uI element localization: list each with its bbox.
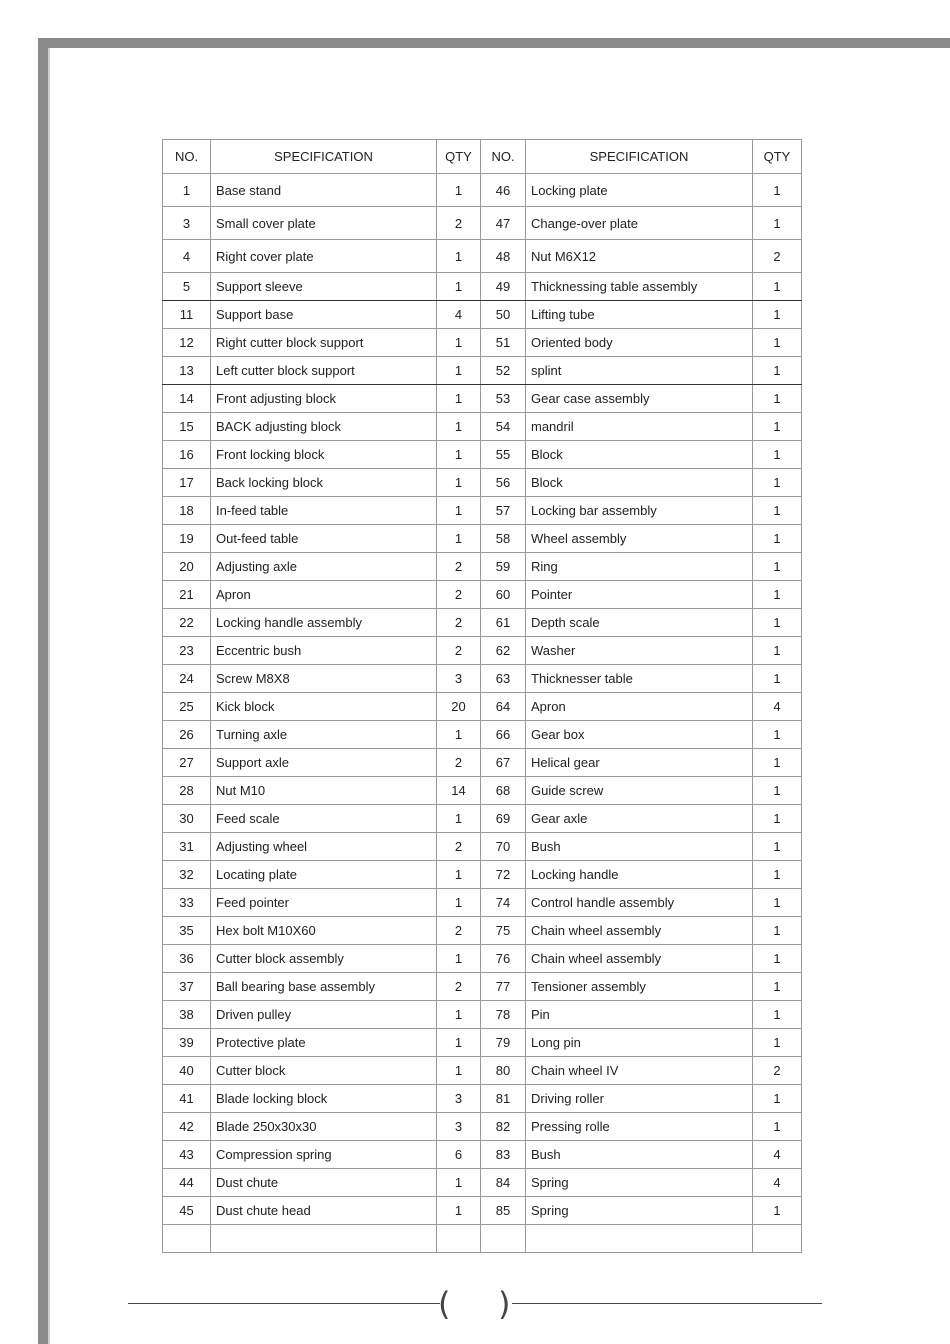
part-spec-right: Gear box <box>526 721 753 749</box>
part-no-left: 33 <box>163 889 211 917</box>
part-no-right: 47 <box>481 207 526 240</box>
part-no-right: 67 <box>481 749 526 777</box>
part-qty-left: 14 <box>437 777 481 805</box>
part-qty-left: 1 <box>437 1001 481 1029</box>
part-qty-right: 1 <box>753 207 802 240</box>
part-no-right: 72 <box>481 861 526 889</box>
part-qty-left: 1 <box>437 174 481 207</box>
part-no-left: 42 <box>163 1113 211 1141</box>
table-row <box>163 721 802 749</box>
part-spec-right: Gear axle <box>526 805 753 833</box>
part-qty-right: 1 <box>753 1197 802 1225</box>
part-no-left: 36 <box>163 945 211 973</box>
part-spec-left: Screw M8X8 <box>211 665 437 693</box>
part-qty-right: 1 <box>753 469 802 497</box>
table-row <box>163 497 802 525</box>
part-spec-left: Compression spring <box>211 1141 437 1169</box>
table-row <box>163 665 802 693</box>
table-row <box>163 693 802 721</box>
part-no-right: 48 <box>481 240 526 273</box>
part-spec-left: Blade locking block <box>211 1085 437 1113</box>
part-spec-right: Change-over plate <box>526 207 753 240</box>
part-no-left: 16 <box>163 441 211 469</box>
part-qty-left: 1 <box>437 273 481 301</box>
part-no-left: 28 <box>163 777 211 805</box>
part-qty-left: 1 <box>437 945 481 973</box>
part-qty-left: 20 <box>437 693 481 721</box>
part-qty-right: 1 <box>753 609 802 637</box>
part-qty-right: 1 <box>753 174 802 207</box>
parts-table-body <box>163 174 802 1253</box>
part-qty-left: 2 <box>437 207 481 240</box>
part-spec-left: Cutter block assembly <box>211 945 437 973</box>
part-qty-left: 3 <box>437 1113 481 1141</box>
header-specification-right: SPECIFICATION <box>526 140 753 174</box>
part-no-right: 81 <box>481 1085 526 1113</box>
page-number-right-bracket: ) <box>498 1285 511 1323</box>
table-row <box>163 329 802 357</box>
part-no-right: 64 <box>481 693 526 721</box>
empty-cell <box>481 1225 526 1253</box>
part-spec-right: mandril <box>526 413 753 441</box>
part-no-right: 52 <box>481 357 526 385</box>
part-spec-left: Driven pulley <box>211 1001 437 1029</box>
part-no-right: 66 <box>481 721 526 749</box>
part-qty-left: 1 <box>437 240 481 273</box>
empty-cell <box>437 1225 481 1253</box>
part-no-left: 38 <box>163 1001 211 1029</box>
part-qty-right: 1 <box>753 329 802 357</box>
part-qty-right: 1 <box>753 861 802 889</box>
part-no-left: 21 <box>163 581 211 609</box>
part-qty-right: 1 <box>753 665 802 693</box>
part-no-right: 70 <box>481 833 526 861</box>
part-qty-right: 1 <box>753 1113 802 1141</box>
part-spec-left: Right cutter block support <box>211 329 437 357</box>
page-frame-left <box>38 38 48 1344</box>
part-qty-right: 1 <box>753 637 802 665</box>
part-no-right: 61 <box>481 609 526 637</box>
part-spec-left: Locating plate <box>211 861 437 889</box>
table-row <box>163 207 802 240</box>
part-spec-right: Washer <box>526 637 753 665</box>
part-spec-right: Spring <box>526 1197 753 1225</box>
table-row <box>163 917 802 945</box>
table-row <box>163 441 802 469</box>
part-qty-left: 1 <box>437 497 481 525</box>
part-spec-right: Ring <box>526 553 753 581</box>
part-spec-left: Locking handle assembly <box>211 609 437 637</box>
table-row <box>163 273 802 301</box>
part-qty-left: 1 <box>437 413 481 441</box>
page-frame-inner-left <box>48 48 50 1344</box>
part-spec-right: Apron <box>526 693 753 721</box>
part-no-left: 32 <box>163 861 211 889</box>
table-row <box>163 637 802 665</box>
part-spec-left: In-feed table <box>211 497 437 525</box>
part-no-right: 46 <box>481 174 526 207</box>
part-no-right: 62 <box>481 637 526 665</box>
part-qty-right: 1 <box>753 385 802 413</box>
empty-cell <box>526 1225 753 1253</box>
table-row <box>163 889 802 917</box>
part-no-right: 80 <box>481 1057 526 1085</box>
part-qty-left: 1 <box>437 1197 481 1225</box>
part-spec-right: Bush <box>526 1141 753 1169</box>
part-no-left: 17 <box>163 469 211 497</box>
part-qty-right: 1 <box>753 833 802 861</box>
part-no-right: 59 <box>481 553 526 581</box>
part-qty-right: 1 <box>753 889 802 917</box>
part-qty-left: 1 <box>437 441 481 469</box>
table-row <box>163 1085 802 1113</box>
table-row <box>163 777 802 805</box>
part-qty-left: 4 <box>437 301 481 329</box>
table-row <box>163 301 802 329</box>
footer-rule-left <box>128 1303 440 1304</box>
part-no-left: 30 <box>163 805 211 833</box>
part-spec-left: Base stand <box>211 174 437 207</box>
part-no-right: 58 <box>481 525 526 553</box>
part-no-left: 35 <box>163 917 211 945</box>
part-no-left: 43 <box>163 1141 211 1169</box>
part-no-left: 37 <box>163 973 211 1001</box>
part-spec-right: Gear case assembly <box>526 385 753 413</box>
table-header-row <box>163 140 802 174</box>
part-qty-right: 1 <box>753 777 802 805</box>
part-qty-right: 2 <box>753 1057 802 1085</box>
part-no-right: 51 <box>481 329 526 357</box>
table-row <box>163 174 802 207</box>
part-qty-right: 2 <box>753 240 802 273</box>
table-row <box>163 469 802 497</box>
part-spec-left: Adjusting wheel <box>211 833 437 861</box>
part-no-right: 54 <box>481 413 526 441</box>
part-no-right: 84 <box>481 1169 526 1197</box>
part-no-left: 40 <box>163 1057 211 1085</box>
part-no-left: 4 <box>163 240 211 273</box>
part-no-left: 31 <box>163 833 211 861</box>
part-spec-left: Front locking block <box>211 441 437 469</box>
part-qty-left: 1 <box>437 385 481 413</box>
table-row <box>163 1113 802 1141</box>
part-spec-left: Adjusting axle <box>211 553 437 581</box>
part-no-left: 12 <box>163 329 211 357</box>
part-no-right: 75 <box>481 917 526 945</box>
part-qty-left: 1 <box>437 889 481 917</box>
part-qty-right: 1 <box>753 413 802 441</box>
part-spec-right: Oriented body <box>526 329 753 357</box>
table-row <box>163 945 802 973</box>
part-qty-right: 1 <box>753 441 802 469</box>
part-qty-right: 1 <box>753 973 802 1001</box>
table-row <box>163 553 802 581</box>
part-spec-left: BACK adjusting block <box>211 413 437 441</box>
table-row <box>163 749 802 777</box>
table-row <box>163 1197 802 1225</box>
part-spec-right: Pin <box>526 1001 753 1029</box>
table-row <box>163 385 802 413</box>
table-row <box>163 1001 802 1029</box>
part-no-right: 55 <box>481 441 526 469</box>
part-spec-right: Thicknessing table assembly <box>526 273 753 301</box>
part-spec-left: Apron <box>211 581 437 609</box>
header-qty-right: QTY <box>753 140 802 174</box>
part-qty-left: 2 <box>437 917 481 945</box>
part-no-right: 63 <box>481 665 526 693</box>
table-row <box>163 357 802 385</box>
part-spec-left: Support base <box>211 301 437 329</box>
part-qty-left: 2 <box>437 581 481 609</box>
part-spec-right: Pressing rolle <box>526 1113 753 1141</box>
part-no-right: 78 <box>481 1001 526 1029</box>
part-qty-left: 1 <box>437 805 481 833</box>
part-qty-left: 6 <box>437 1141 481 1169</box>
empty-cell <box>211 1225 437 1253</box>
table-row <box>163 833 802 861</box>
part-spec-left: Support axle <box>211 749 437 777</box>
table-row <box>163 1029 802 1057</box>
part-spec-right: Thicknesser table <box>526 665 753 693</box>
part-qty-right: 4 <box>753 1169 802 1197</box>
part-no-left: 1 <box>163 174 211 207</box>
table-row <box>163 805 802 833</box>
part-qty-left: 1 <box>437 329 481 357</box>
part-spec-left: Back locking block <box>211 469 437 497</box>
part-qty-right: 1 <box>753 1029 802 1057</box>
part-qty-left: 1 <box>437 861 481 889</box>
table-row <box>163 609 802 637</box>
part-no-left: 20 <box>163 553 211 581</box>
part-no-left: 39 <box>163 1029 211 1057</box>
part-qty-left: 1 <box>437 1169 481 1197</box>
part-spec-left: Small cover plate <box>211 207 437 240</box>
part-qty-left: 2 <box>437 637 481 665</box>
part-no-left: 45 <box>163 1197 211 1225</box>
page-frame-top <box>38 38 950 48</box>
part-qty-left: 2 <box>437 609 481 637</box>
part-spec-left: Feed scale <box>211 805 437 833</box>
table-row-empty <box>163 1225 802 1253</box>
part-no-left: 5 <box>163 273 211 301</box>
part-qty-left: 3 <box>437 1085 481 1113</box>
part-spec-left: Out-feed table <box>211 525 437 553</box>
part-spec-left: Dust chute <box>211 1169 437 1197</box>
part-no-right: 56 <box>481 469 526 497</box>
part-no-left: 22 <box>163 609 211 637</box>
part-qty-right: 1 <box>753 945 802 973</box>
header-no-left: NO. <box>163 140 211 174</box>
part-spec-left: Protective plate <box>211 1029 437 1057</box>
part-no-right: 60 <box>481 581 526 609</box>
part-spec-right: Nut M6X12 <box>526 240 753 273</box>
part-qty-left: 2 <box>437 749 481 777</box>
part-qty-right: 1 <box>753 525 802 553</box>
part-no-right: 79 <box>481 1029 526 1057</box>
part-spec-right: splint <box>526 357 753 385</box>
footer-rule-right <box>512 1303 822 1304</box>
part-spec-left: Support sleeve <box>211 273 437 301</box>
part-no-left: 18 <box>163 497 211 525</box>
table-row <box>163 973 802 1001</box>
part-qty-right: 1 <box>753 1085 802 1113</box>
part-qty-left: 2 <box>437 553 481 581</box>
part-no-right: 74 <box>481 889 526 917</box>
page-number-left-bracket: ( <box>438 1285 451 1323</box>
part-spec-left: Right cover plate <box>211 240 437 273</box>
part-qty-right: 4 <box>753 1141 802 1169</box>
part-spec-left: Turning axle <box>211 721 437 749</box>
header-no-right: NO. <box>481 140 526 174</box>
part-qty-right: 1 <box>753 273 802 301</box>
part-no-right: 77 <box>481 973 526 1001</box>
part-qty-left: 1 <box>437 721 481 749</box>
part-spec-left: Cutter block <box>211 1057 437 1085</box>
part-no-left: 24 <box>163 665 211 693</box>
part-spec-right: Locking plate <box>526 174 753 207</box>
part-spec-right: Helical gear <box>526 749 753 777</box>
part-spec-right: Tensioner assembly <box>526 973 753 1001</box>
part-spec-right: Chain wheel assembly <box>526 917 753 945</box>
part-qty-right: 1 <box>753 1001 802 1029</box>
part-qty-right: 1 <box>753 581 802 609</box>
part-no-left: 11 <box>163 301 211 329</box>
part-spec-right: Lifting tube <box>526 301 753 329</box>
part-spec-right: Chain wheel IV <box>526 1057 753 1085</box>
part-qty-right: 1 <box>753 357 802 385</box>
part-qty-left: 1 <box>437 357 481 385</box>
part-spec-right: Long pin <box>526 1029 753 1057</box>
part-spec-right: Guide screw <box>526 777 753 805</box>
part-no-right: 69 <box>481 805 526 833</box>
part-spec-right: Depth scale <box>526 609 753 637</box>
part-no-right: 85 <box>481 1197 526 1225</box>
parts-list-table <box>162 139 802 1253</box>
table-row <box>163 413 802 441</box>
part-qty-right: 1 <box>753 497 802 525</box>
part-spec-left: Front adjusting block <box>211 385 437 413</box>
part-spec-right: Wheel assembly <box>526 525 753 553</box>
part-spec-left: Kick block <box>211 693 437 721</box>
part-spec-right: Chain wheel assembly <box>526 945 753 973</box>
part-spec-left: Hex bolt M10X60 <box>211 917 437 945</box>
part-no-left: 23 <box>163 637 211 665</box>
part-no-right: 53 <box>481 385 526 413</box>
part-no-right: 83 <box>481 1141 526 1169</box>
part-qty-right: 1 <box>753 917 802 945</box>
part-spec-right: Locking bar assembly <box>526 497 753 525</box>
part-no-left: 26 <box>163 721 211 749</box>
part-qty-right: 1 <box>753 805 802 833</box>
part-spec-right: Locking handle <box>526 861 753 889</box>
part-no-left: 13 <box>163 357 211 385</box>
part-no-left: 14 <box>163 385 211 413</box>
part-qty-left: 1 <box>437 525 481 553</box>
part-qty-right: 4 <box>753 693 802 721</box>
part-no-right: 82 <box>481 1113 526 1141</box>
part-no-left: 15 <box>163 413 211 441</box>
empty-cell <box>753 1225 802 1253</box>
part-qty-left: 1 <box>437 1057 481 1085</box>
part-qty-right: 1 <box>753 749 802 777</box>
part-no-left: 3 <box>163 207 211 240</box>
part-no-left: 25 <box>163 693 211 721</box>
part-no-right: 57 <box>481 497 526 525</box>
part-no-left: 19 <box>163 525 211 553</box>
part-qty-left: 2 <box>437 973 481 1001</box>
part-spec-left: Blade 250x30x30 <box>211 1113 437 1141</box>
header-specification-left: SPECIFICATION <box>211 140 437 174</box>
part-qty-right: 1 <box>753 721 802 749</box>
part-qty-left: 3 <box>437 665 481 693</box>
part-no-right: 50 <box>481 301 526 329</box>
part-no-left: 27 <box>163 749 211 777</box>
part-no-right: 49 <box>481 273 526 301</box>
part-qty-left: 1 <box>437 469 481 497</box>
part-spec-left: Ball bearing base assembly <box>211 973 437 1001</box>
header-qty-left: QTY <box>437 140 481 174</box>
part-no-left: 41 <box>163 1085 211 1113</box>
table-row <box>163 861 802 889</box>
part-spec-right: Spring <box>526 1169 753 1197</box>
part-spec-right: Driving roller <box>526 1085 753 1113</box>
part-no-right: 76 <box>481 945 526 973</box>
table-row <box>163 581 802 609</box>
part-spec-left: Feed pointer <box>211 889 437 917</box>
part-spec-left: Dust chute head <box>211 1197 437 1225</box>
part-spec-right: Pointer <box>526 581 753 609</box>
part-spec-left: Eccentric bush <box>211 637 437 665</box>
part-spec-left: Nut M10 <box>211 777 437 805</box>
part-qty-left: 1 <box>437 1029 481 1057</box>
part-qty-right: 1 <box>753 301 802 329</box>
part-qty-left: 2 <box>437 833 481 861</box>
part-spec-right: Block <box>526 441 753 469</box>
empty-cell <box>163 1225 211 1253</box>
part-no-left: 44 <box>163 1169 211 1197</box>
part-spec-right: Block <box>526 469 753 497</box>
part-spec-left: Left cutter block support <box>211 357 437 385</box>
table-row <box>163 1141 802 1169</box>
table-row <box>163 240 802 273</box>
part-spec-right: Bush <box>526 833 753 861</box>
part-qty-right: 1 <box>753 553 802 581</box>
part-no-right: 68 <box>481 777 526 805</box>
table-row <box>163 1169 802 1197</box>
part-spec-right: Control handle assembly <box>526 889 753 917</box>
table-row <box>163 525 802 553</box>
table-row <box>163 1057 802 1085</box>
